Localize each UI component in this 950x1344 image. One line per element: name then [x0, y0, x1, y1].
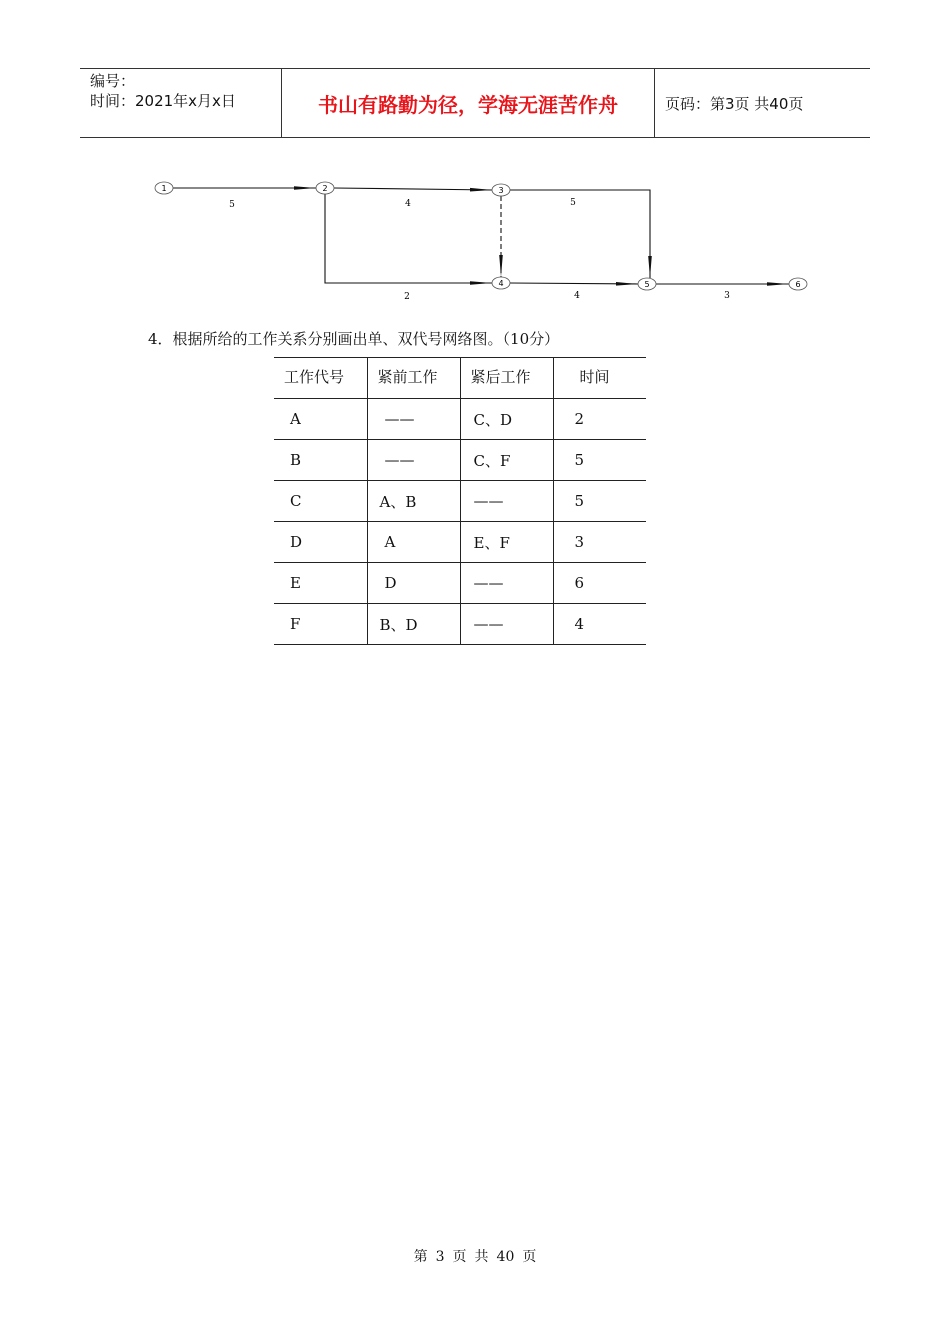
footer-part: 第 [413, 1249, 428, 1265]
edge-4-5 [510, 283, 638, 284]
node-label: 3 [498, 186, 504, 195]
table-cell: B [274, 440, 367, 481]
node-3 [492, 184, 510, 196]
table-cell: A [274, 399, 367, 440]
edge-label: 3 [724, 291, 730, 301]
table-header-cell: 紧后工作 [460, 358, 553, 399]
header-motto-cell [282, 69, 655, 137]
table-cell: A、B [367, 481, 460, 522]
node-label: 6 [795, 280, 801, 289]
footer-part: 页 [522, 1249, 537, 1265]
table-cell: 6 [553, 563, 646, 604]
footer-part: 40 [496, 1249, 515, 1265]
table-cell: A [367, 522, 460, 563]
table-row [274, 522, 646, 563]
table-row [274, 440, 646, 481]
table-cell: D [274, 522, 367, 563]
table-cell: C、F [460, 440, 553, 481]
header-page-info: 页码：第3页 共40页 [665, 94, 804, 113]
table-cell: 3 [553, 522, 646, 563]
edge-label: 5 [229, 200, 235, 210]
table-row [274, 399, 646, 440]
table-cell: —— [460, 604, 553, 645]
table-header-cell: 时间 [553, 358, 646, 399]
footer-part: 共 [474, 1249, 489, 1265]
node-1 [155, 182, 173, 194]
table-cell: 4 [553, 604, 646, 645]
table-cell: E、F [460, 522, 553, 563]
footer-part: 页 [452, 1249, 467, 1265]
edge-2-3 [334, 188, 492, 190]
edge-label: 4 [574, 291, 580, 301]
edge-3-5 [510, 190, 650, 278]
node-label: 2 [322, 184, 328, 193]
table-cell: —— [367, 399, 460, 440]
serial-label: 编号： [90, 72, 136, 90]
table-cell: E [274, 563, 367, 604]
table-cell: 2 [553, 399, 646, 440]
table-row [274, 481, 646, 522]
node-4 [492, 277, 510, 289]
node-label: 5 [644, 280, 650, 289]
table-cell: —— [367, 440, 460, 481]
work-relation-table [274, 357, 646, 645]
node-2 [316, 182, 334, 194]
node-label: 4 [498, 279, 504, 288]
header-meta [80, 69, 282, 137]
table-row [274, 604, 646, 645]
footer-part: 3 [435, 1249, 445, 1265]
edge-label: 4 [405, 199, 411, 209]
table-cell: 5 [553, 440, 646, 481]
table-cell: B、D [367, 604, 460, 645]
table-cell: —— [460, 481, 553, 522]
node-5 [638, 278, 656, 290]
table-header-cell: 紧前工作 [367, 358, 460, 399]
table-header-row [274, 358, 646, 399]
page-header [80, 68, 870, 138]
table-header-cell: 工作代号 [274, 358, 367, 399]
edge-label: 2 [404, 292, 410, 302]
table-cell: 5 [553, 481, 646, 522]
question-text: 4．根据所给的工作关系分别画出单、双代号网络图。（10分） [148, 330, 560, 348]
table-cell: C、D [460, 399, 553, 440]
table-cell: D [367, 563, 460, 604]
page-footer [0, 1246, 950, 1266]
table-row [274, 563, 646, 604]
edge-label: 5 [570, 198, 576, 208]
table-cell: —— [460, 563, 553, 604]
motto: 书山有路勤为径，学海无涯苦作舟 [318, 92, 618, 117]
table-cell: C [274, 481, 367, 522]
table-cell: F [274, 604, 367, 645]
node-6 [789, 278, 807, 290]
network-diagram [140, 172, 840, 312]
date-label: 时间：2021年x月x日 [90, 92, 236, 110]
node-label: 1 [161, 184, 167, 193]
